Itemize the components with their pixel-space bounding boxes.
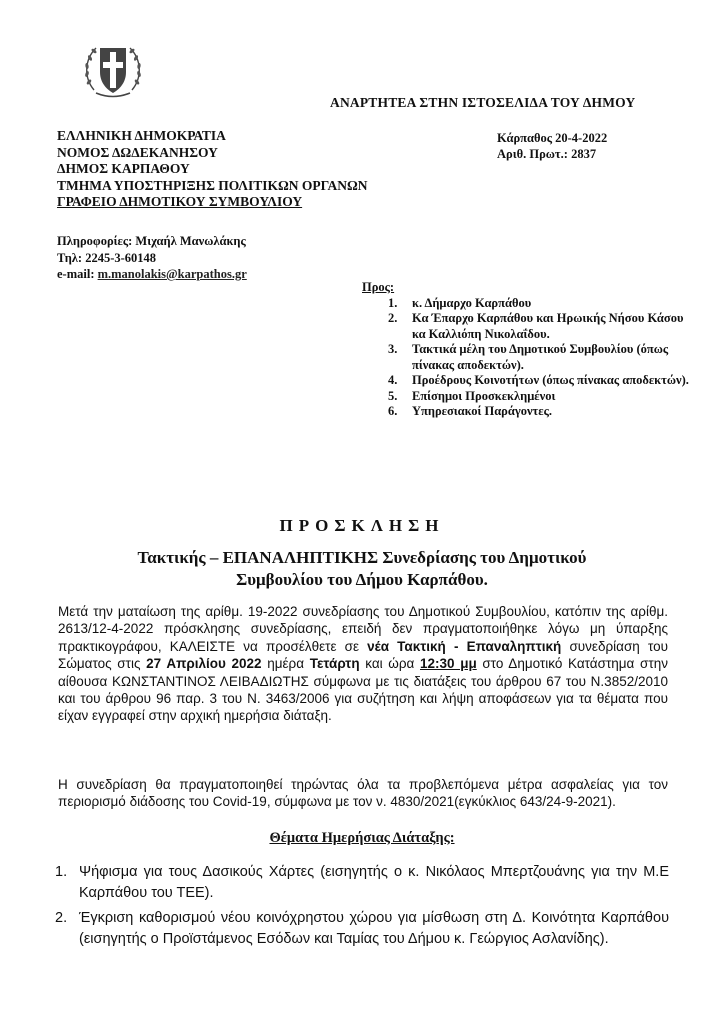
body-text: ημέρα bbox=[267, 656, 305, 672]
issuing-authority-header bbox=[57, 128, 368, 211]
contact-email-line bbox=[57, 266, 247, 283]
meeting-date: 27 Απριλίου 2022 bbox=[146, 656, 262, 672]
recipient-text: Επίσημοι Προσκεκλημένοι bbox=[412, 388, 556, 403]
header-line-office: ΓΡΑΦΕΙΟ ΔΗΜΟΤΙΚΟΥ ΣΥΜΒΟΥΛΙΟΥ bbox=[57, 194, 303, 209]
agenda-title: Θέματα Ημερήσιας Διάταξης: bbox=[269, 830, 455, 846]
recipient-item bbox=[362, 404, 692, 420]
post-on-website-notice: ΑΝΑΡΤΗΤΕΑ ΣΤΗΝ ΙΣΤΟΣΕΛΙΔΑ ΤΟΥ ΔΗΜΟΥ bbox=[330, 95, 636, 110]
contact-info-block bbox=[57, 233, 247, 283]
agenda-item-text: Έγκριση καθορισμού νέου κοινόχρηστου χώρου για μίσθωση στη Δ. Κοινότητα Καρπάθου (εισηγητής ο Προϊστάμενος Εσόδων και Ταμίας του Δήμου κ. Γεώργιος Ασλανίδης). bbox=[79, 910, 669, 947]
body-paragraph-2: Η συνεδρίαση θα πραγματοποιηθεί τηρώντας όλα τα προβλεπόμενα μέτρα ασφαλείας για τον περιορισμό διάδοσης του Covid-19, σύμφωνα με τον ν. 4830/2021(εγκύκλιος 643/24-9-2021). bbox=[58, 777, 668, 810]
invitation-title: ΠΡΟΣΚΛΗΣΗ bbox=[279, 516, 445, 535]
recipient-text: Τακτικά μέλη του Δημοτικού Συμβουλίου (όπως πίνακας αποδεκτών). bbox=[412, 342, 669, 372]
body-emphasis: νέα Τακτική - Επαναληπτική bbox=[367, 638, 562, 654]
recipient-text: Κα Έπαρχο Καρπάθου και Ηρωικής Νήσου Κάσου κα Καλλιόπη Νικολαΐδου. bbox=[412, 311, 684, 341]
recipient-number: 1. bbox=[388, 295, 398, 310]
protocol-number: Αριθ. Πρωτ.: 2837 bbox=[497, 147, 597, 161]
agenda-item-number: 1. bbox=[55, 864, 68, 880]
recipient-number: 5. bbox=[388, 388, 398, 403]
email-link[interactable]: m.manolakis@karpathos.gr bbox=[97, 267, 247, 281]
recipient-item bbox=[362, 311, 692, 342]
subtitle-line-1: Τακτικής – ΕΠΑΝΑΛΗΠΤΙΚΗΣ Συνεδρίασης του Δημοτικού bbox=[137, 548, 587, 567]
recipient-text: κ. Δήμαρχο Καρπάθου bbox=[412, 295, 532, 310]
email-label: e-mail: bbox=[57, 267, 98, 281]
header-line-prefecture: ΝΟΜΟΣ ΔΩΔΕΚΑΝΗΣΟΥ bbox=[57, 144, 218, 160]
header-line-department: ΤΜΗΜΑ ΥΠΟΣΤΗΡΙΞΗΣ ΠΟΛΙΤΙΚΩΝ ΟΡΓΑΝΩΝ bbox=[57, 177, 368, 193]
recipient-text: Υπηρεσιακοί Παράγοντες. bbox=[412, 404, 553, 418]
agenda-item bbox=[55, 908, 669, 950]
date-protocol-block bbox=[497, 130, 607, 162]
agenda-item bbox=[55, 862, 669, 904]
body-text: συνεδρίαση του Σώματος στις bbox=[58, 638, 668, 672]
meeting-time: 12:30 μμ bbox=[420, 656, 477, 672]
recipient-number: 3. bbox=[388, 342, 398, 356]
recipient-number: 6. bbox=[388, 404, 398, 418]
recipient-item bbox=[362, 296, 692, 312]
body-text: στο Δημοτικό Κατάστημα στην αίθουσα ΚΩΝΣΤΑΝΤΙΝΟΣ ΛΕΙΒΑΔΙΩΤΗΣ σύμφωνα με τις διατάξεις του άρθρου 67 του Ν.3852/2010 και του άρθρου 96 παρ. 3 του Ν. 3463/2006 για συζήτηση και λήψη αποφάσεων για τα θέματα που είχαν εγγραφεί στην αρχική ημερήσια διάταξη. bbox=[58, 656, 668, 724]
recipient-text: Προέδρους Κοινοτήτων (όπως πίνακας αποδεκτών). bbox=[412, 373, 689, 387]
meeting-day: Τετάρτη bbox=[309, 656, 360, 672]
contact-phone: Τηλ: 2245-3-60148 bbox=[57, 250, 157, 265]
agenda-item-text: Ψήφισμα για τους Δασικούς Χάρτες (εισηγητής ο κ. Νικόλαος Μπερτζουάνης για την Μ.Ε Καρπάθου του ΤΕΕ). bbox=[79, 864, 669, 901]
recipients-label: Προς: bbox=[362, 280, 395, 294]
recipient-number: 2. bbox=[388, 311, 398, 325]
recipients-block bbox=[362, 280, 692, 420]
subtitle-line-2: Συμβουλίου του Δήμου Καρπάθου. bbox=[236, 570, 488, 589]
greek-coat-of-arms-emblem bbox=[80, 38, 146, 104]
header-line-municipality: ΔΗΜΟΣ ΚΑΡΠΑΘΟΥ bbox=[57, 161, 190, 176]
header-line-republic: ΕΛΛΗΝΙΚΗ ΔΗΜΟΚΡΑΤΙΑ bbox=[57, 128, 226, 143]
body-text: Μετά την ματαίωση της αρίθμ. 19-2022 συνεδρίασης του Δημοτικού Συμβουλίου, κατόπιν της αρίθμ. 2613/12-4-2022 πρόσκλησης συνεδρίασης, επειδή δεν πραγματοποιήθηκε λόγω μη ύπαρξης πρακτικογράφου, ΚΑΛΕΙΣΤΕ να προσέλθετε σε bbox=[58, 604, 668, 654]
recipient-item bbox=[362, 373, 692, 389]
recipient-item bbox=[362, 342, 692, 373]
meeting-subtitle bbox=[0, 547, 724, 591]
recipient-number: 4. bbox=[388, 373, 398, 387]
document-date: Κάρπαθος 20-4-2022 bbox=[497, 131, 608, 145]
recipients-list bbox=[362, 296, 692, 420]
agenda-item-number: 2. bbox=[55, 910, 68, 926]
agenda-list bbox=[55, 862, 669, 954]
contact-person: Πληροφορίες: Μιχαήλ Μανωλάκης bbox=[57, 234, 246, 248]
recipient-item bbox=[362, 389, 692, 405]
body-text: και ώρα bbox=[365, 656, 415, 672]
body-paragraph-1 bbox=[58, 603, 668, 725]
